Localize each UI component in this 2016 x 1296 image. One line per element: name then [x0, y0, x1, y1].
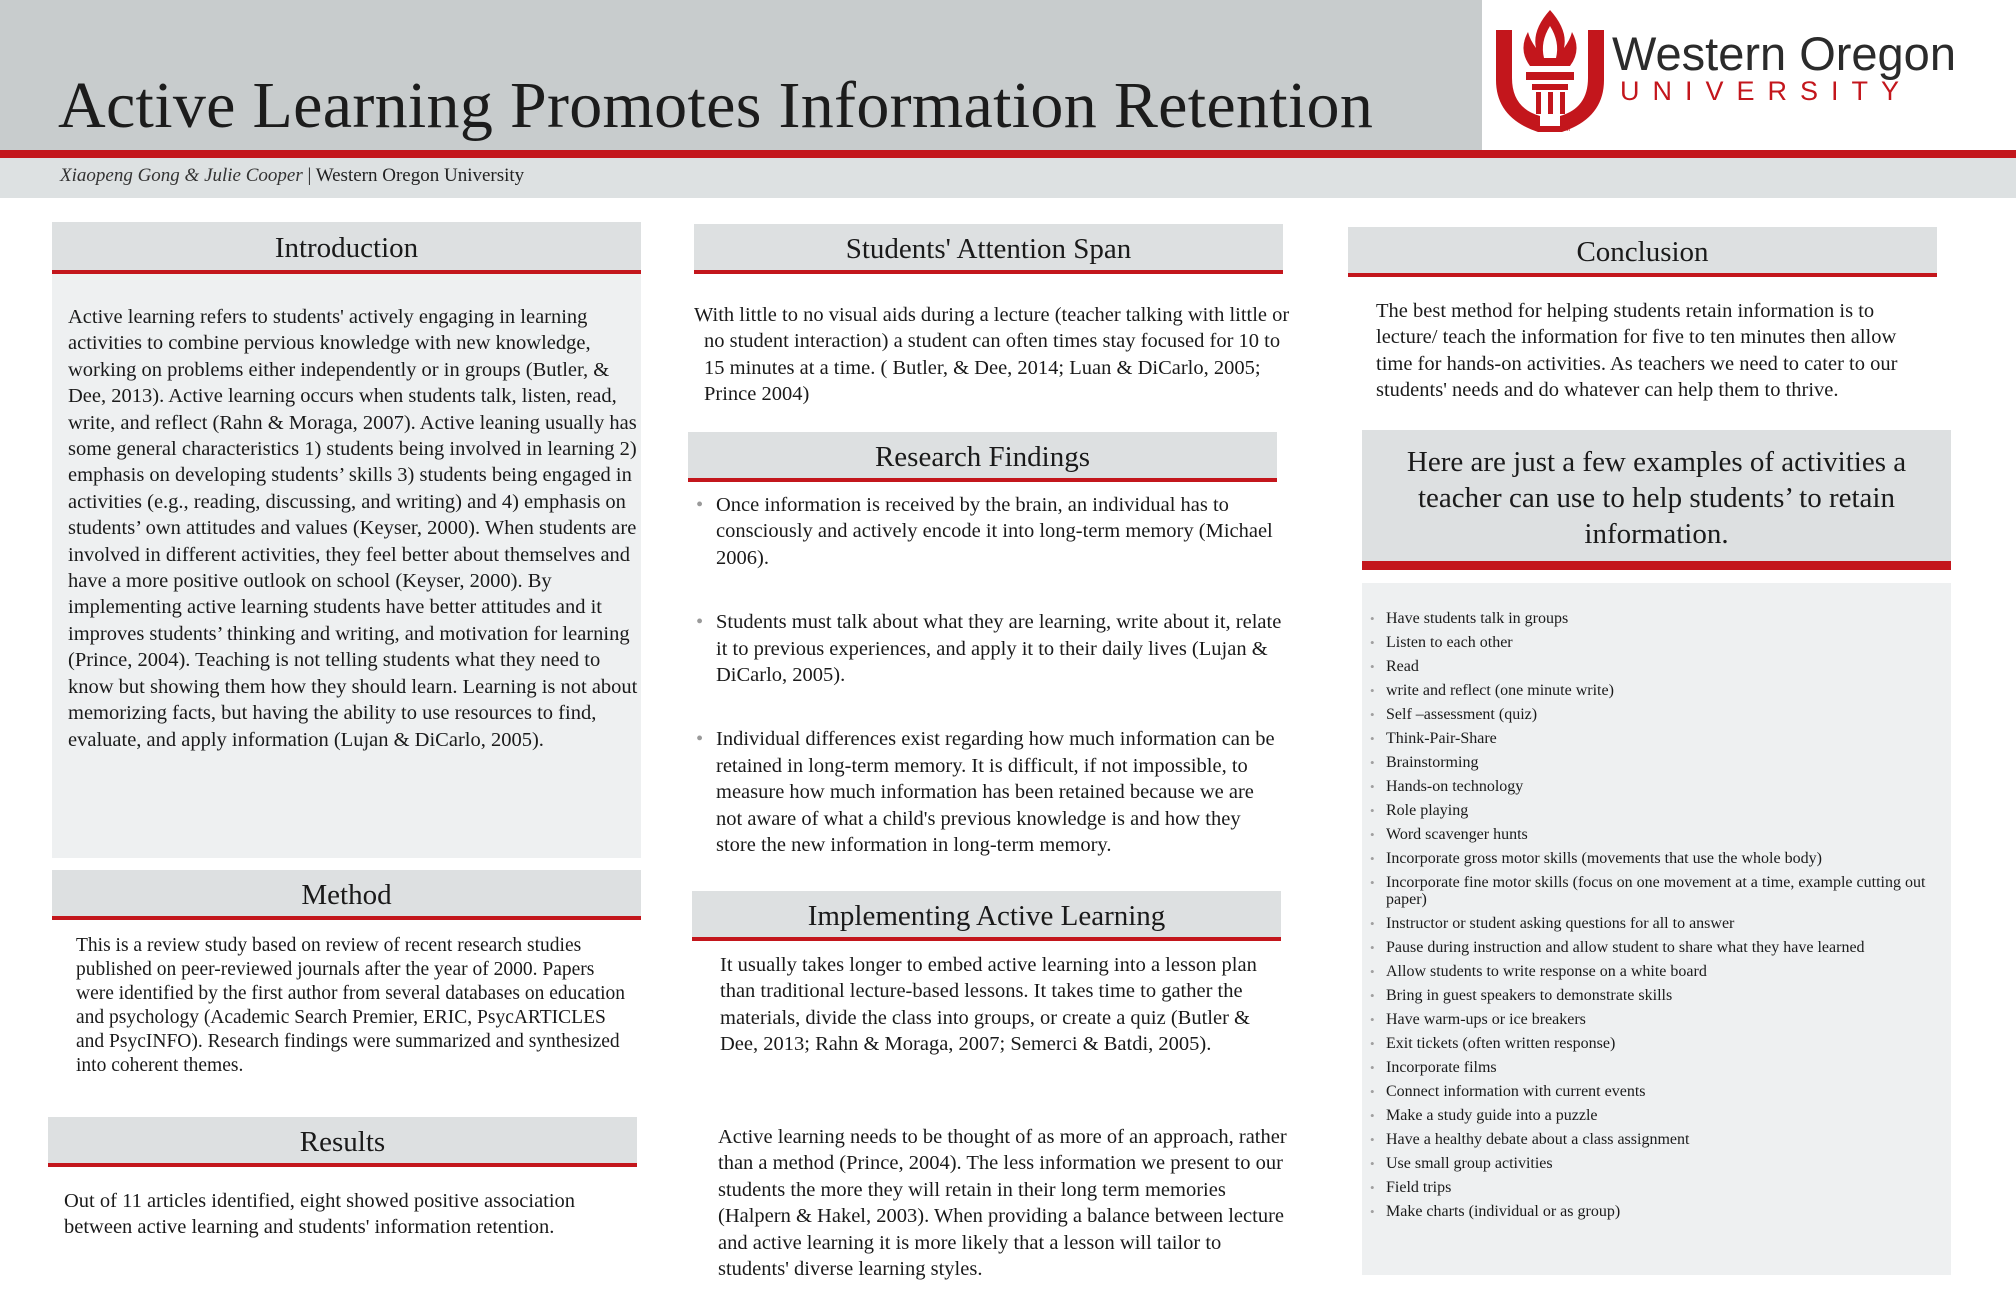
- activity-item: • Have a healthy debate about a class assignment: [1370, 1131, 1935, 1148]
- torch-icon: [1488, 8, 1613, 133]
- attention-span-heading: Students' Attention Span: [694, 224, 1283, 274]
- activity-item: • write and reflect (one minute write): [1370, 682, 1935, 699]
- implementing-text-2: Active learning needs to be thought of as more of an approach, rather than a method (Prince, 2004). The less information we present to our students the more they will retain in their long term memories (Halpern & Hakel, 2003). When providing a balance between lecture and active learning it is more likely that a lesson will tailor to students' diverse learning styles.: [718, 1126, 1287, 1281]
- activity-item: • Brainstorming: [1370, 754, 1935, 771]
- activity-item: • Bring in guest speakers to demonstrate skills: [1370, 987, 1935, 1004]
- author-line: [60, 165, 524, 187]
- research-findings-heading: Research Findings: [688, 432, 1277, 482]
- logo-subtitle: UNIVERSITY: [1620, 76, 1913, 106]
- activity-item: • Exit tickets (often written response): [1370, 1035, 1935, 1052]
- activity-item: • Hands-on technology: [1370, 778, 1935, 795]
- activity-item: • Have warm-ups or ice breakers: [1370, 1011, 1935, 1028]
- logo-wordmark: Western Oregon: [1612, 27, 1956, 80]
- finding-item: • Individual differences exist regarding how much information can be retained in long-term memory. It is difficult, if not impossible, to measure how much information has been retained because we are not aware of what a child's previous knowledge is and how they store the new information in long-term memory.: [694, 726, 1284, 858]
- finding-item: • Students must talk about what they are learning, write about it, relate it to previous experiences, and apply it to their daily lives (Lujan & DiCarlo, 2005).: [694, 609, 1284, 688]
- activity-item: • Instructor or student asking questions for all to answer: [1370, 915, 1935, 932]
- activity-item: • Incorporate gross motor skills (movements that use the whole body): [1370, 850, 1935, 867]
- activities-list: [1370, 610, 1935, 1227]
- results-text: Out of 11 articles identified, eight showed positive association between active learning and students' information retention.: [64, 1190, 576, 1238]
- activity-item: • Pause during instruction and allow student to share what they have learned: [1370, 939, 1935, 956]
- introduction-text: Active learning refers to students' actively engaging in learning activities to combine pervious knowledge with new knowledge, working on problems either independently or in groups (Butler, & Dee, 2013). Active learning occurs when students talk, listen, read, write, and reflect (Rahn & Moraga, 2007). Active leaning usually has some general characteristics 1) students being involved in learning 2) emphasis on developing students’ skills 3) students being engaged in activities (e.g., reading, discussing, and writing) and 4) emphasis on students’ own attitudes and values (Keyser, 2000). When students are involved in different activities, they feel better about themselves and have a more positive outlook on school (Keyser, 2000). By implementing active learning students have better attitudes and it improves students’ thinking and writing, and motivation for learning (Prince, 2004). Teaching is not telling students what they need to know but showing them how they should learn. Learning is not about memorizing facts, but having the ability to use resources to find, evaluate, and apply information (Lujan & DiCarlo, 2005).: [68, 306, 638, 751]
- activity-item: • Have students talk in groups: [1370, 610, 1935, 627]
- introduction-heading: Introduction: [52, 222, 641, 274]
- activity-item: • Incorporate films: [1370, 1059, 1935, 1076]
- method-heading: Method: [52, 870, 641, 920]
- activity-item: • Make a study guide into a puzzle: [1370, 1107, 1935, 1124]
- activity-item: • Use small group activities: [1370, 1155, 1935, 1172]
- poster-title: Active Learning Promotes Information Retention: [58, 69, 1374, 142]
- conclusion-text: The best method for helping students retain information is to lecture/ teach the information for five to ten minutes then allow time for hands-on activities. As teachers we need to cater to our students' needs and do whatever can help them to thrive.: [1376, 300, 1898, 402]
- activity-item: • Allow students to write response on a white board: [1370, 963, 1935, 980]
- activity-item: • Self –assessment (quiz): [1370, 706, 1935, 723]
- activity-item: • Field trips: [1370, 1179, 1935, 1196]
- attention-span-text: With little to no visual aids during a lecture (teacher talking with little or no student interaction) a student can often times stay focused for 10 to 15 minutes at a time. ( Butler, & Dee, 2014; Luan & DiCarlo, 2005; Prince 2004): [694, 304, 1290, 406]
- implementing-text-1: It usually takes longer to embed active learning into a lesson plan than traditional lecture-based lessons. It takes time to gather the materials, divide the class into groups, or create a quiz (Butler & Dee, 2013; Rahn & Moraga, 2007; Semerci & Batdi, 2005).: [720, 954, 1257, 1056]
- activity-item: • Incorporate fine motor skills (focus on one movement at a time, example cutting out paper): [1370, 874, 1935, 908]
- activity-item: • Connect information with current events: [1370, 1083, 1935, 1100]
- header-divider: [0, 150, 2016, 158]
- implementing-heading: Implementing Active Learning: [692, 891, 1281, 941]
- method-text: This is a review study based on review of recent research studies published on peer-reviewed journals after the year of 2000. Papers were identified by the first author from several databases on education and psychology (Academic Search Premier, ERIC, PsycARTICLES and PsycINFO). Research findings were summarized and synthesized into coherent themes.: [76, 935, 626, 1076]
- activity-item: • Listen to each other: [1370, 634, 1935, 651]
- results-heading: Results: [48, 1117, 637, 1167]
- activity-item: • Role playing: [1370, 802, 1935, 819]
- activity-item: • Think-Pair-Share: [1370, 730, 1935, 747]
- activity-item: • Make charts (individual or as group): [1370, 1203, 1935, 1220]
- affiliation: | Western Oregon University: [307, 165, 525, 186]
- research-findings-list: [694, 492, 1284, 896]
- activity-item: • Word scavenger hunts: [1370, 826, 1935, 843]
- activity-item: • Read: [1370, 658, 1935, 675]
- finding-item: • Once information is received by the brain, an individual has to consciously and actively encode it into long-term memory (Michael 2006).: [694, 492, 1284, 571]
- conclusion-heading: Conclusion: [1348, 227, 1937, 277]
- author-names: Xiaopeng Gong & Julie Cooper: [60, 165, 303, 186]
- trademark-mark: TM: [1560, 126, 1571, 133]
- activities-callout: Here are just a few examples of activities a teacher can use to help students’ to retain information.: [1362, 430, 1951, 570]
